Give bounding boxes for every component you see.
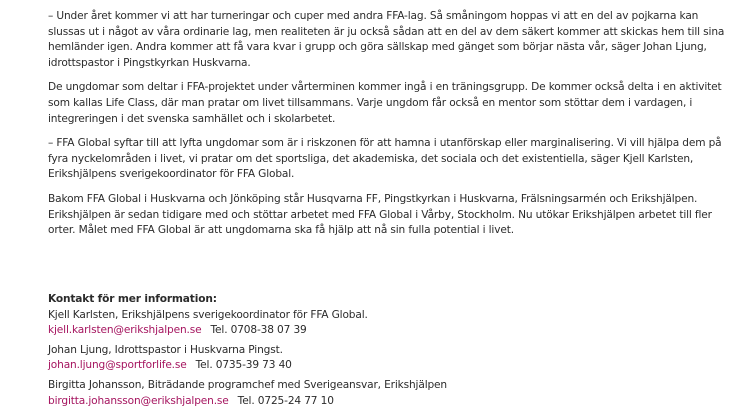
contact-title: Kontakt för mer information: [48,293,217,305]
contact-details [48,394,728,410]
contact-details [48,358,728,374]
email-link[interactable]: birgitta.johansson@erikshjalpen.se [48,394,229,407]
contact-section [48,292,728,413]
contact-description: Kjell Karlsten, Erikshjälpens sverigekoordinator för FFA Global. [48,308,368,321]
contact-description: Birgitta Johansson, Biträdande programchef med Sverigeansvar, Erikshjälpen [48,378,447,391]
phone-number: Tel. 0725-24 77 10 [237,394,334,407]
phone-number: Tel. 0735-39 73 40 [195,359,292,372]
contact-details [48,323,728,339]
contact-person [48,308,728,339]
article-body [48,9,728,248]
contact-description: Johan Ljung, Idrottspastor i Huskvarna Pingst. [48,343,283,356]
contact-person [48,378,728,409]
paragraph-1: – Under året kommer vi att har turneringar och cuper med andra FFA-lag. Så småningom hoppas vi att en del av pojkarna kan slussas ut i något av våra ordinarie lag, men realiteten är ju också sådan att en del av dem säkert kommer att skickas hem till sina hemländer igen. Andra kommer att få vara kvar i grupp och göra sällskap med gänget som börjar nästa vår, säger Johan Ljung, idrottspastor i Pingstkyrkan Huskvarna. [48,10,725,69]
paragraph-3: – FFA Global syftar till att lyfta ungdomar som är i riskzonen för att hamna i utanförskap eller marginalisering. Vi vill hjälpa dem på fyra nyckelområden i livet, vi pratar om det sportsliga, det akademiska, det sociala och det existentiella, säger Kjell Karlsten, Erikshjälpens sverigekoordinator för FFA Global. [48,137,722,181]
contact-person [48,343,728,374]
paragraph-2: De ungdomar som deltar i FFA-projektet under vårterminen kommer ingå i en träningsgrupp. De kommer också delta i en aktivitet som kallas Life Class, där man pratar om livet tillsammans. Varje ungdom får också en mentor som stöttar dem i vardagen, i integreringen i det svenska samhället och i skolarbetet. [48,81,722,125]
phone-number: Tel. 0708-38 07 39 [210,324,307,337]
paragraph-4: Bakom FFA Global i Huskvarna och Jönköping står Husqvarna FF, Pingstkyrkan i Huskvarna, Frälsningsarmén och Erikshjälpen. Erikshjälpen är sedan tidigare med och stöttar arbetet med FFA Global i Vårby, Stockholm. Nu utökar Erikshjälpen arbetet till fler orter. Målet med FFA Global är att ungdomarna ska få hjälp att nå sin fulla potential i livet. [48,192,712,237]
email-link[interactable]: kjell.karlsten@erikshjalpen.se [48,324,202,337]
email-link[interactable]: johan.ljung@sportforlife.se [48,359,187,372]
